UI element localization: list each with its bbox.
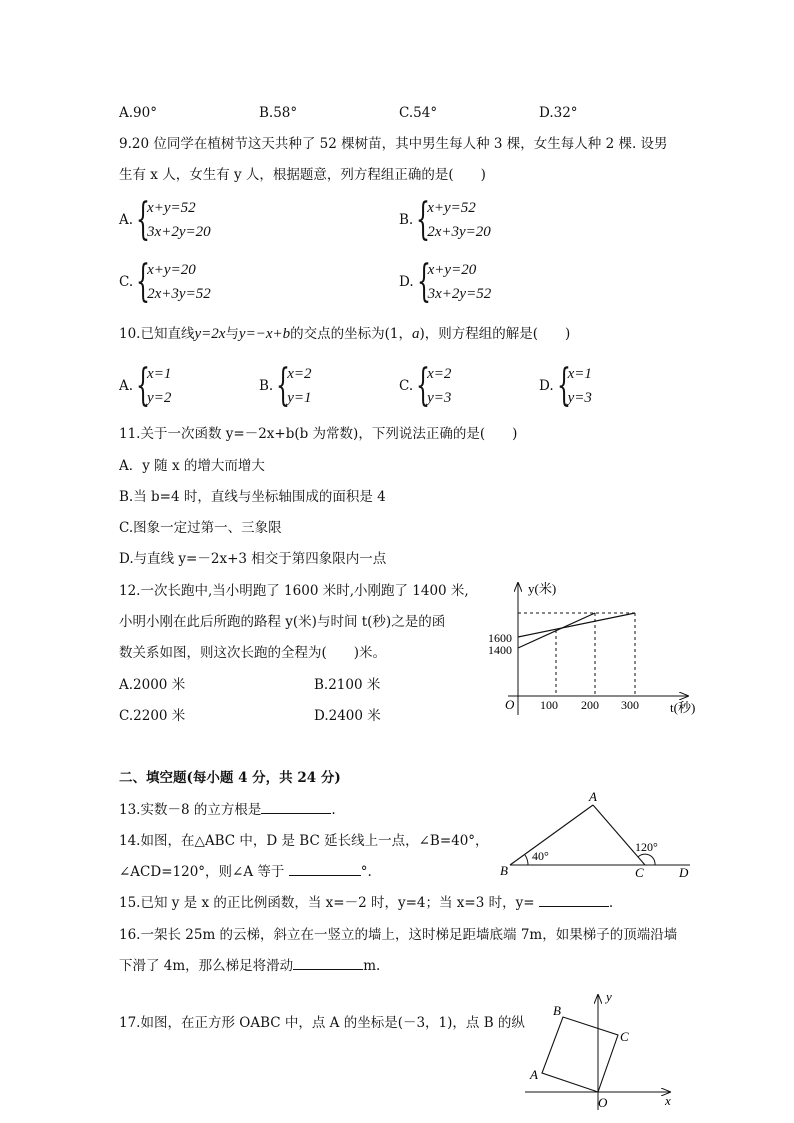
q10-stem: [119, 325, 570, 343]
q10-option-c: [399, 362, 451, 410]
q10-option-a-label: A.: [119, 378, 134, 394]
q10-option-b-eq2: y=1: [287, 390, 312, 406]
q9-option-a-eq1: x+y=52: [147, 200, 196, 216]
brace-icon: {: [416, 194, 431, 245]
q10-option-a-eq1: x=1: [147, 366, 172, 382]
vertex-b: B: [500, 863, 508, 878]
vertex-a: A: [530, 1067, 538, 1082]
q9-option-d-eq1: x+y=20: [427, 262, 477, 278]
q9-option-b-eq1: x+y=52: [427, 200, 476, 216]
angle-b-label: 40°: [532, 849, 549, 863]
y-axis-label: y: [606, 989, 612, 1004]
q9-option-c: [119, 258, 211, 306]
q16-stem-line1: 16.一架长 25m 的云梯，斜立在一竖立的墙上，这时梯足距墙底端 7m，如果梯子的顶端沿墙: [119, 927, 678, 943]
q10-stem-a: 10.已知直线: [119, 326, 195, 342]
q12-option-a: A.2000 米: [119, 677, 186, 693]
q8-option-d: D.32°: [539, 105, 578, 121]
q16-stem-line2: [119, 957, 380, 975]
x-axis-label: t(秒): [670, 700, 696, 715]
x-tick-200: 200: [581, 698, 599, 712]
q8-option-a: A.90°: [119, 105, 157, 121]
q10-option-c-eq1: x=2: [427, 366, 452, 382]
q10-option-a-eq2: y=2: [147, 390, 172, 406]
q12-stem-line1: 12.一次长跑中,当小明跑了 1600 米时,小刚跑了 1400 米,: [119, 583, 469, 599]
q16-stem-line2a: 下滑了 4m，那么梯足将滑动: [119, 958, 294, 974]
q10-line2: y=−x+b: [238, 326, 291, 342]
q11-option-a: A．y 随 x 的增大而增大: [119, 458, 265, 474]
q11-option-b: B.当 b=4 时，直线与坐标轴围成的面积是 4: [119, 489, 386, 505]
q15: [119, 894, 613, 912]
y-axis-label: y(米): [528, 581, 557, 596]
q9-option-b-label: B.: [399, 212, 414, 228]
x-axis-label: x: [665, 1093, 671, 1108]
brace-icon: {: [136, 360, 151, 411]
q16-stem-line2b: m.: [363, 958, 381, 974]
q9-option-c-eq1: x+y=20: [147, 262, 196, 278]
y-tick-1600: 1600: [488, 631, 512, 645]
q10-option-d-label: D.: [539, 378, 554, 394]
q12-stem-line2: 小明小刚在此后所跑的路程 y(米)与时间 t(秒)之是的函: [119, 614, 446, 630]
q8-option-c: C.54°: [399, 105, 438, 121]
q13-stem: 13.实数－8 的立方根是: [119, 802, 262, 818]
q15-answer-blank[interactable]: [539, 894, 609, 907]
q9-option-d-eq2: 3x+2y=52: [427, 286, 492, 302]
q12-distance-time-graph: [480, 575, 715, 725]
q10-stem-c: 的交点的坐标为(1，: [290, 326, 412, 342]
vertex-c: C: [635, 865, 644, 880]
q12-stem-line3: 数关系如图，则这次长跑的全程为( )米。: [119, 645, 387, 661]
q17-stem-line1: 17.如图，在正方形 OABC 中，点 A 的坐标是(－3，1)，点 B 的纵: [119, 1015, 525, 1031]
brace-icon: {: [416, 360, 431, 411]
q14-triangle-figure: [495, 785, 700, 885]
y-tick-1400: 1400: [488, 643, 512, 657]
vertex-c: C: [620, 1029, 629, 1044]
q14-stem-line1: 14.如图，在△ABC 中，D 是 BC 延长线上一点，∠B=40°，: [119, 833, 489, 849]
xiaoming-line: [518, 613, 635, 637]
q14-stem-line2a: ∠ACD=120°，则∠A 等于: [119, 864, 285, 880]
q15-end: .: [608, 895, 614, 911]
q9-option-a-eq2: 3x+2y=20: [147, 224, 211, 240]
q10-option-b-label: B.: [259, 378, 274, 394]
q11-option-d: D.与直线 y=－2x+3 相交于第四象限内一点: [119, 551, 387, 567]
q15-stem: 15.已知 y 是 x 的正比例函数，当 x=－2 时，y=4；当 x=3 时，y=: [119, 895, 535, 911]
q10-option-b: [259, 362, 312, 410]
origin-label: O: [505, 697, 515, 712]
vertex-o: O: [598, 1095, 608, 1110]
angle-b-arc: [525, 855, 528, 865]
q11-option-c: C.图象一定过第一、三象限: [119, 520, 282, 536]
q9-option-b-eq2: 2x+3y=20: [427, 224, 491, 240]
q13-end: .: [331, 802, 336, 818]
q9-option-a-label: A.: [119, 212, 134, 228]
q10-option-d-eq2: y=3: [567, 390, 592, 406]
q12-option-c: C.2200 米: [119, 708, 186, 724]
brace-icon: {: [276, 360, 291, 411]
q9-option-d-label: D.: [399, 274, 414, 290]
q10-option-c-eq2: y=3: [427, 390, 452, 406]
angle-c-label: 120°: [635, 840, 658, 854]
vertex-b: B: [553, 1003, 561, 1018]
q13-answer-blank[interactable]: [261, 801, 331, 814]
square-oabc: [542, 1017, 618, 1092]
q9-option-b: [399, 196, 491, 244]
q12-option-d: D.2400 米: [314, 708, 381, 724]
q9-stem-line1: 9.20 位同学在植树节这天共种了 52 棵树苗，其中男生每人种 3 棵，女生每人种 2 棵. 设男: [119, 136, 668, 152]
q9-option-a: [119, 196, 211, 244]
q9-option-d: [399, 258, 491, 306]
side-ac: [593, 805, 645, 865]
q10-stem-d: )，则方程组的解是( ): [419, 326, 571, 342]
side-ab: [510, 805, 593, 865]
q10-option-d: [539, 362, 592, 410]
q10-option-d-eq1: x=1: [567, 366, 592, 382]
brace-icon: {: [556, 360, 571, 411]
q10-stem-b: 与: [225, 326, 239, 342]
vertex-a: A: [589, 789, 597, 804]
q13: [119, 801, 336, 819]
brace-icon: {: [136, 194, 151, 245]
q14-stem-line2b: °.: [360, 864, 372, 880]
section-title: 二、填空题(每小题 4 分，共 24 分): [119, 770, 341, 786]
q10-option-b-eq1: x=2: [287, 366, 312, 382]
q14-stem-line2: [119, 863, 372, 881]
x-tick-300: 300: [621, 698, 639, 712]
q9-option-c-eq2: 2x+3y=52: [147, 286, 211, 302]
q10-param: a: [411, 326, 420, 342]
q10-option-c-label: C.: [399, 378, 414, 394]
q14-answer-blank[interactable]: [289, 863, 361, 876]
vertex-d: D: [679, 865, 689, 880]
q9-option-c-label: C.: [119, 274, 134, 290]
brace-icon: {: [416, 256, 431, 307]
brace-icon: {: [136, 256, 151, 307]
q8-option-b: B.58°: [259, 105, 298, 121]
q17-square-figure: [520, 985, 685, 1115]
q11-stem: 11.关于一次函数 y=－2x+b(b 为常数)，下列说法正确的是( ): [119, 426, 518, 442]
q10-option-a: [119, 362, 171, 410]
q10-line1: y=2x: [194, 326, 226, 342]
q12-option-b: B.2100 米: [314, 677, 381, 693]
x-tick-100: 100: [540, 698, 558, 712]
q16-answer-blank[interactable]: [293, 957, 363, 970]
q9-stem-line2: 生有 x 人，女生有 y 人，根据题意，列方程组正确的是( ): [119, 167, 486, 183]
